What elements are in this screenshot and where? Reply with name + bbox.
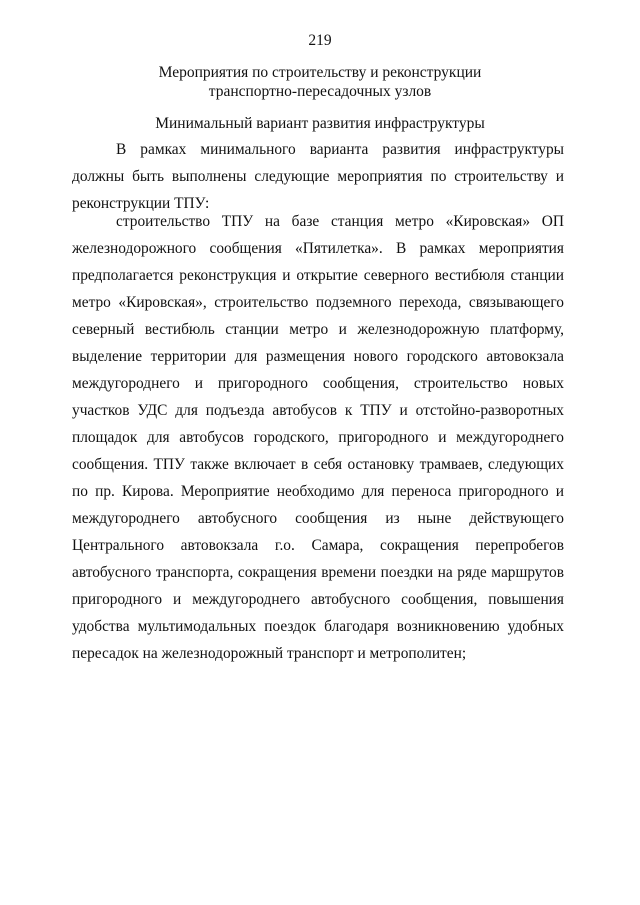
section-title-line-1: Мероприятия по строительству и реконструкции <box>158 64 482 81</box>
intro-paragraph: В рамках минимального варианта развития инфраструктуры должны быть выполнены следующие мероприятия по строительству и реконструкции ТПУ: <box>72 141 564 212</box>
section-subtitle: Минимальный вариант развития инфраструктуры <box>155 115 485 132</box>
section-title-line-2: транспортно-пересадочных узлов <box>208 83 432 100</box>
page-number: 219 <box>308 32 332 49</box>
measure-paragraph: строительство ТПУ на базе станция метро «Кировская» ОП железнодорожного сообщения «Пятилетка». В рамках мероприятия предполагается реконструкция и открытие северного вестибюля станции метро «Кировская», строительство подземного перехода, связывающего северный вестибюль станции метро и железнодорожную платформу, выделение территории для размещения нового городского автовокзала междугороднего и пригородного сообщения, строительство новых участков УДС для подъезда автобусов к ТПУ и отстойно-разворотных площадок для автобусов городского, пригородного и междугороднего сообщения. ТПУ также включает в себя остановку трамваев, следующих по пр. Кирова. Мероприятие необходимо для переноса пригородного и междугороднего автобусного сообщения из ныне действующего Центрального автовокзала г.о. Самара, сокращения перепробегов автобусного транспорта, сокращения времени поездки на ряде маршрутов пригородного и междугороднего автобусного сообщения, повышения удобства мультимодальных поездок благодаря возникновению удобных пересадок на железнодорожный транспорт и метрополитен; <box>72 213 564 662</box>
